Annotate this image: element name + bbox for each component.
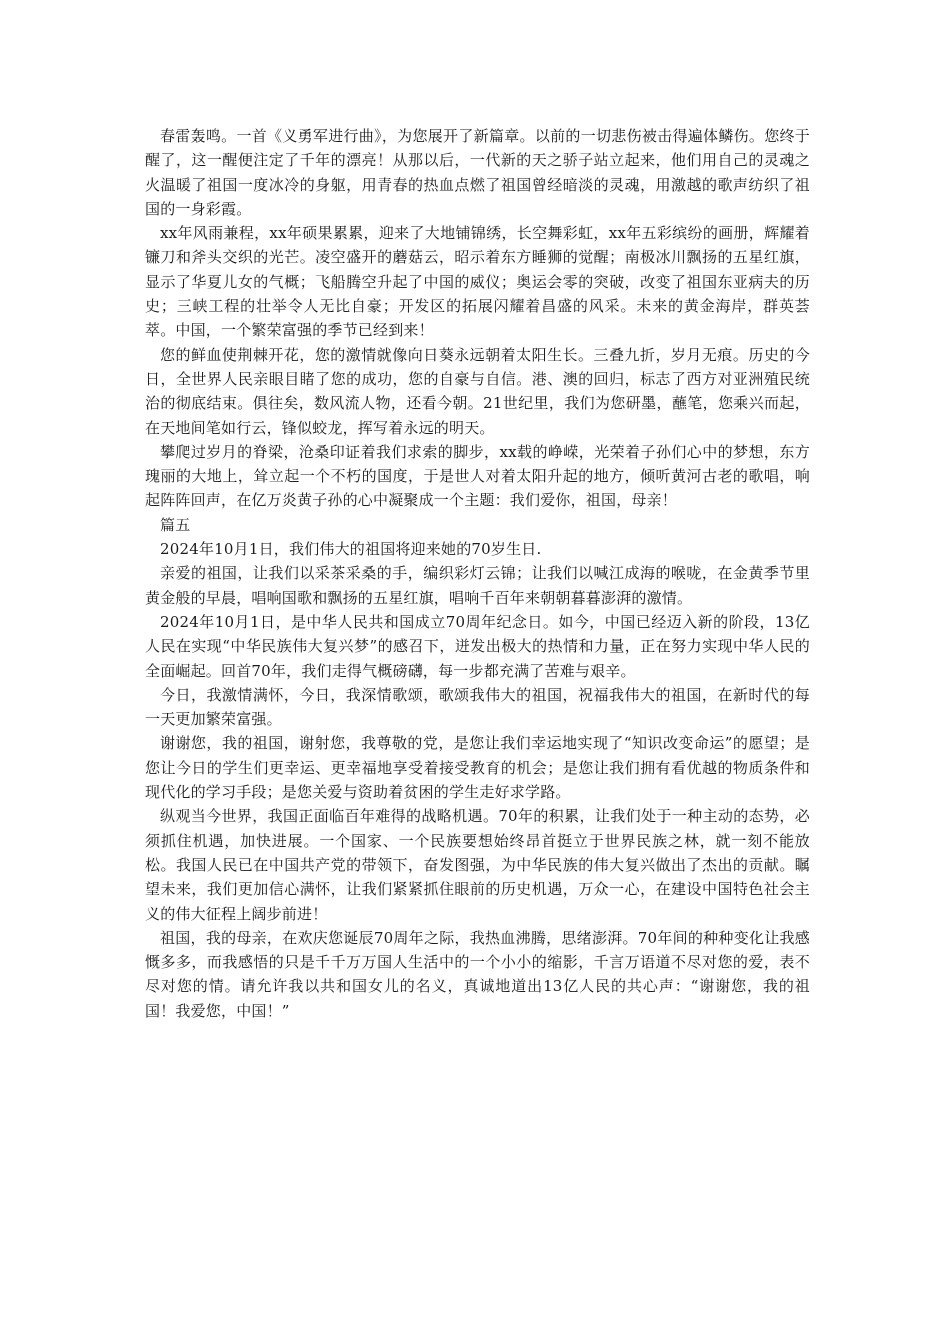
paragraph: 今日，我激情满怀，今日，我深情歌颂，歌颂我伟大的祖国，祝福我伟大的祖国，在新时代的每一天更加繁荣富强。	[145, 685, 810, 729]
section-heading: 篇五	[160, 515, 191, 534]
paragraph: xx年风雨兼程，xx年硕果累累，迎来了大地铺锦绣，长空舞彩虹，xx年五彩缤纷的画册，辉耀着镰刀和斧头交织的光芒。凌空盛开的蘑菇云，昭示着东方睡狮的觉醒；南极冰川飘扬的五星红旗，显示了华夏儿女的气概；飞船腾空升起了中国的威仪；奥运会零的突破，改变了祖国东亚病夫的历史；三峡工程的壮举令人无比自豪；开发区的拓展闪耀着昌盛的风采。未来的黄金海岸，群英荟萃。中国，一个繁荣富强的季节已经到来！	[145, 224, 810, 340]
paragraph: 春雷轰鸣。一首《义勇军进行曲》，为您展开了新篇章。以前的一切悲伤被击得遍体鳞伤。您终于醒了，这一醒便注定了千年的漂亮！从那以后，一代新的天之骄子站立起来，他们用自己的灵魂之火温暖了祖国一度冰冷的身躯，用青春的热血点燃了祖国曾经暗淡的灵魂，用激越的歌声纺织了祖国的一身彩霞。	[145, 127, 810, 218]
paragraph: 亲爱的祖国，让我们以采茶采桑的手，编织彩灯云锦；让我们以喊江成海的喉咙，在金黄季节里黄金般的早晨，唱响国歌和飘扬的五星红旗，唱响千百年来朝朝暮暮澎湃的激情。	[145, 564, 810, 607]
paragraph: 谢谢您，我的祖国，谢射您，我尊敬的党，是您让我们幸运地实现了“知识改变命运”的愿望；是您让今日的学生们更幸运、更幸福地享受着接受教育的机会；是您让我们拥有看优越的物质条件和现代化的学习手段；是您关爱与资助着贫困的学生走好求学路。	[145, 734, 810, 802]
paragraph: 2024年10月1日，是中华人民共和国成立70周年纪念日。如今，中国已经迈入新的阶段，13亿人民在实现“中华民族伟大复兴梦”的感召下，迸发出极大的热情和力量，正在努力实现中华人民的全面崛起。回首70年，我们走得气概磅礴，每一步都充满了苦难与艰辛。	[145, 612, 810, 680]
paragraph: 纵观当今世界，我国正面临百年难得的战略机遇。70年的积累，让我们处于一种主动的态势，必须抓住机遇，加快进展。一个国家、一个民族要想始终昂首挺立于世界民族之林，就一刻不能放松。我国人民已在中国共产党的带领下，奋发图强，为中华民族的伟大复兴做出了杰出的贡献。瞩望未来，我们更加信心满怀，让我们紧紧抓住眼前的历史机遇，万众一心，在建设中国特色社会主义的伟大征程上阔步前进！	[145, 807, 810, 923]
document-body	[145, 124, 810, 1023]
paragraph: 攀爬过岁月的脊梁，沧桑印证着我们求索的脚步，xx载的峥嵘，光荣着子孙们心中的梦想，东方瑰丽的大地上，耸立起一个不朽的国度，于是世人对着太阳升起的地方，倾听黄河古老的歌唱，响起阵阵回声，在亿万炎黄子孙的心中凝聚成一个主题：我们爱你，祖国，母亲！	[145, 442, 810, 510]
paragraph: 祖国，我的母亲，在欢庆您诞辰70周年之际，我热血沸腾，思绪澎湃。70年间的种种变化让我感慨多多，而我感悟的只是千千万万国人生活中的一个小小的缩影，千言万语道不尽对您的爱，表不尽对您的情。请允许我以共和国女儿的名义，真诚地道出13亿人民的共心声：“谢谢您，我的祖国！我爱您，中国！”	[145, 928, 810, 1020]
paragraph: 2024年10月1日，我们伟大的祖国将迎来她的70岁生日.	[160, 540, 542, 559]
paragraph: 您的鲜血使荆棘开花，您的激情就像向日葵永远朝着太阳生长。三叠九折，岁月无痕。历史的今日，全世界人民亲眼目睹了您的成功，您的自豪与自信。港、澳的回归，标志了西方对亚洲殖民统治的彻底结束。俱往矣，数风流人物，还看今朝。21世纪里，我们为您研墨，蘸笔，您乘兴而起，在天地间笔如行云，锋似蛟龙，挥写着永远的明天。	[145, 345, 810, 437]
